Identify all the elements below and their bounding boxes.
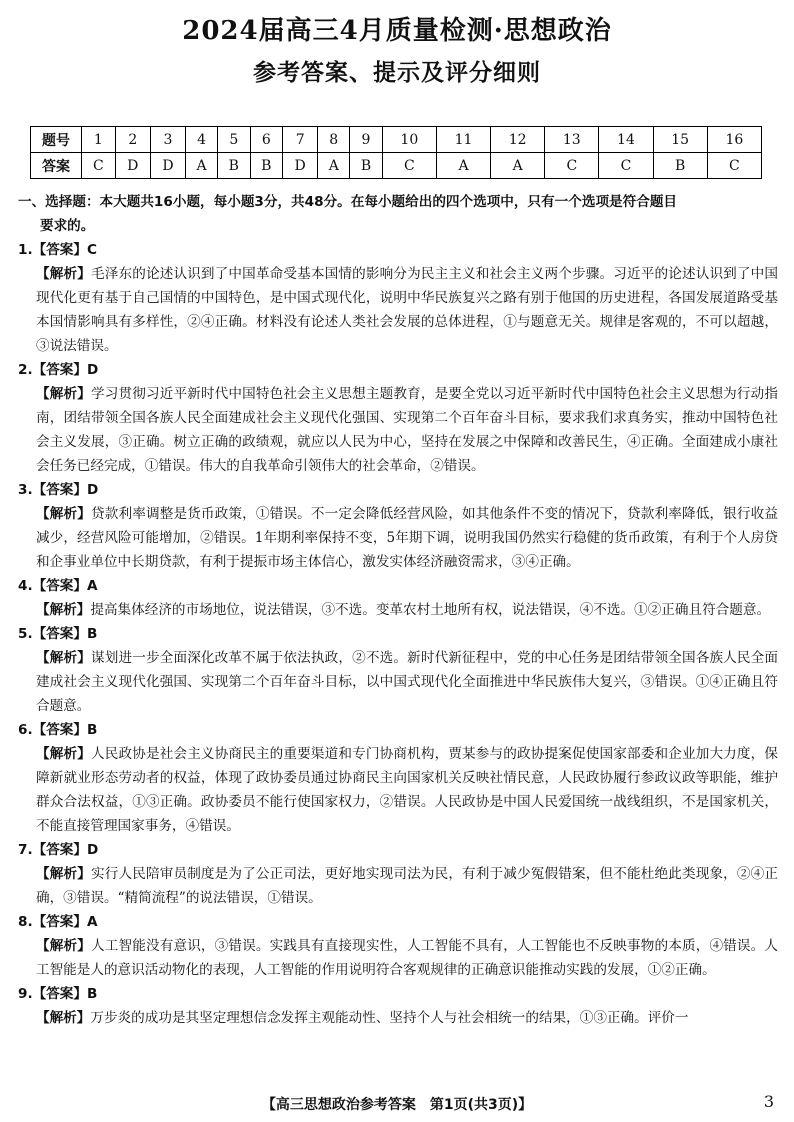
question-number: 5. xyxy=(18,626,33,642)
answer-line xyxy=(18,478,778,502)
question-number: 13 xyxy=(545,127,599,153)
answer-cell: D xyxy=(150,153,185,179)
explain-tag: 【解析】 xyxy=(36,602,91,618)
question-number: 4 xyxy=(186,127,218,153)
answer-cell: C xyxy=(82,153,116,179)
explanation-text: 提高集体经济的市场地位，说法错误，③不选。变革农村土地所有权，说法错误，④不选。①②正确且符合题意。 xyxy=(90,602,771,618)
answer-cell: C xyxy=(707,153,761,179)
answer-value: B xyxy=(87,722,98,738)
answer-value: B xyxy=(87,626,98,642)
page-title: 2024届高三4月质量检测·思想政治 xyxy=(182,16,612,46)
answer-tag: 【答案】 xyxy=(32,242,87,258)
question-block xyxy=(18,982,778,1030)
explain-tag: 【解析】 xyxy=(36,1010,91,1026)
explanation-text: 万步炎的成功是其坚定理想信念发挥主观能动性、坚持个人与社会相统一的结果，①③正确。评价一 xyxy=(90,1010,689,1026)
answer-value: A xyxy=(87,578,98,594)
answer-cell: B xyxy=(653,153,707,179)
question-number: 12 xyxy=(491,127,545,153)
answer-tag: 【答案】 xyxy=(32,986,87,1002)
answer-cell: B xyxy=(250,153,283,179)
answer-cell: C xyxy=(599,153,653,179)
answer-line xyxy=(18,718,778,742)
explain-tag: 【解析】 xyxy=(36,746,91,762)
answer-cell: D xyxy=(115,153,150,179)
answer-line xyxy=(18,238,778,262)
answer-tag: 【答案】 xyxy=(32,482,87,498)
answer-value: A xyxy=(87,914,98,930)
answer-cell: D xyxy=(283,153,318,179)
question-number: 7. xyxy=(18,842,33,858)
question-number: 7 xyxy=(283,127,318,153)
question-number: 5 xyxy=(218,127,251,153)
answer-value: B xyxy=(87,986,98,1002)
explanation xyxy=(18,742,778,838)
answer-value: C xyxy=(87,242,97,258)
explanation xyxy=(18,934,778,982)
explain-tag: 【解析】 xyxy=(36,506,91,522)
page-footer: 【高三思想政治参考答案 第1页(共3页)】 xyxy=(261,1097,533,1113)
question-block xyxy=(18,910,778,982)
question-number: 6 xyxy=(250,127,283,153)
question-block xyxy=(18,622,778,718)
question-block xyxy=(18,718,778,838)
answer-row xyxy=(31,153,762,179)
answer-line xyxy=(18,982,778,1006)
question-number: 2. xyxy=(18,362,33,378)
question-number: 2 xyxy=(115,127,150,153)
explanation xyxy=(18,598,778,622)
section-heading-line2: 要求的。 xyxy=(40,218,95,234)
answer-tag: 【答案】 xyxy=(32,722,87,738)
answer-cell: C xyxy=(545,153,599,179)
answer-explanations xyxy=(18,190,778,1030)
explanation xyxy=(18,1006,778,1030)
question-number: 10 xyxy=(382,127,436,153)
explain-tag: 【解析】 xyxy=(36,266,91,282)
answer-tag: 【答案】 xyxy=(32,914,87,930)
question-block xyxy=(18,478,778,574)
answer-line xyxy=(18,358,778,382)
explanation xyxy=(18,646,778,718)
question-number: 1. xyxy=(18,242,33,258)
question-block xyxy=(18,838,778,910)
explanation-text: 人民政协是社会主义协商民主的重要渠道和专门协商机构，贾某参与的政协提案促使国家部委和企业加大力度，保障新就业形态劳动者的权益，体现了政协委员通过协商民主向国家机关反映社情民意，人民政协履行参政议政等职能，维护群众合法权益，①③正确。政协委员不能行使国家权力，②错误。人民政协是中国人民爱国统一战线组织，不是国家机关，不能直接管理国家事务，④错误。 xyxy=(36,746,779,834)
explanation-text: 实行人民陪审员制度是为了公正司法，更好地实现司法为民，有利于减少冤假错案，但不能杜绝此类现象，②④正确，③错误。“精简流程”的说法错误，①错误。 xyxy=(36,866,779,906)
explanation xyxy=(18,502,778,574)
question-block xyxy=(18,574,778,622)
section-heading xyxy=(18,190,778,238)
question-number: 16 xyxy=(707,127,761,153)
question-number: 6. xyxy=(18,722,33,738)
page-subtitle: 参考答案、提示及评分细则 xyxy=(253,59,541,86)
question-number: 1 xyxy=(82,127,116,153)
explanation xyxy=(18,862,778,910)
page-mark: 3 xyxy=(763,1092,774,1111)
answer-cell: B xyxy=(350,153,383,179)
answer-line xyxy=(18,838,778,862)
explain-tag: 【解析】 xyxy=(36,866,91,882)
answer-value: D xyxy=(87,842,99,858)
answer-cell: A xyxy=(186,153,218,179)
explanation-text: 贷款利率调整是货币政策，①错误。不一定会降低经营风险，如其他条件不变的情况下，贷款利率降低，银行收益减少，经营风险可能增加，②错误。1年期利率保持不变，5年期下调，说明我国仍然实行稳健的货币政策，有利于个人房贷和企事业单位中长期贷款，有利于提振市场主体信心，激发实体经济融资需求，③④正确。 xyxy=(36,506,779,570)
explain-tag: 【解析】 xyxy=(36,650,91,666)
explain-tag: 【解析】 xyxy=(36,386,91,402)
answer-tag: 【答案】 xyxy=(32,578,87,594)
section-heading-line1: 一、选择题：本大题共16小题，每小题3分，共48分。在每小题给出的四个选项中，只有一个选项是符合题目 xyxy=(18,194,678,210)
question-number: 9. xyxy=(18,986,33,1002)
question-number: 9 xyxy=(350,127,383,153)
question-number: 3 xyxy=(150,127,185,153)
question-block xyxy=(18,238,778,358)
explanation xyxy=(18,262,778,358)
row-label-number: 题号 xyxy=(31,127,82,153)
question-number: 4. xyxy=(18,578,33,594)
explanation-text: 谋划进一步全面深化改革不属于依法执政，②不选。新时代新征程中，党的中心任务是团结带领全国各族人民全面建成社会主义现代化强国、实现第二个百年奋斗目标，以中国式现代化全面推进中华民族伟大复兴，③错误。①④正确且符合题意。 xyxy=(36,650,779,714)
question-number: 14 xyxy=(599,127,653,153)
answer-value: D xyxy=(87,482,99,498)
explain-tag: 【解析】 xyxy=(36,938,91,954)
explanation-text: 人工智能没有意识，③错误。实践具有直接现实性，人工智能不具有，人工智能也不反映事物的本质，④错误。人工智能是人的意识活动物化的表现，人工智能的作用说明符合客观规律的正确意识能推动实践的发展，①②正确。 xyxy=(36,938,779,978)
question-number-row xyxy=(31,127,762,153)
question-number: 3. xyxy=(18,482,33,498)
answer-cell: A xyxy=(491,153,545,179)
explanation-text: 毛泽东的论述认识到了中国革命受基本国情的影响分为民主主义和社会主义两个步骤。习近平的论述认识到了中国现代化更有基于自己国情的中国特色，是中国式现代化，说明中华民族复兴之路有别于他国的历史进程，各国发展道路受基本国情影响具有多样性，②④正确。材料没有论述人类社会发展的总体进程，①与题意无关。规律是客观的，不可以超越，③说法错误。 xyxy=(36,266,779,354)
answer-value: D xyxy=(87,362,99,378)
explanation xyxy=(18,382,778,478)
answer-tag: 【答案】 xyxy=(32,626,87,642)
question-number: 8. xyxy=(18,914,33,930)
explanation-text: 学习贯彻习近平新时代中国特色社会主义思想主题教育，是要全党以习近平新时代中国特色社会主义思想为行动指南，团结带领全国各族人民全面建成社会主义现代化强国、实现第二个百年奋斗目标，要求我们求真务实，推动中国特色社会主义发展，③正确。树立正确的政绩观，就应以人民为中心，坚持在发展之中保障和改善民生，④正确。全面建成小康社会任务已经完成，①错误。伟大的自我革命引领伟大的社会革命，②错误。 xyxy=(36,386,779,474)
answer-line xyxy=(18,910,778,934)
answer-cell: A xyxy=(318,153,350,179)
question-number: 11 xyxy=(436,127,490,153)
answer-cell: C xyxy=(382,153,436,179)
question-number: 15 xyxy=(653,127,707,153)
answer-tag: 【答案】 xyxy=(32,842,87,858)
question-number: 8 xyxy=(318,127,350,153)
answer-cell: A xyxy=(436,153,490,179)
answer-line xyxy=(18,574,778,598)
answer-table xyxy=(30,126,762,179)
question-block xyxy=(18,358,778,478)
answer-cell: B xyxy=(218,153,251,179)
answer-tag: 【答案】 xyxy=(32,362,87,378)
row-label-answer: 答案 xyxy=(31,153,82,179)
answer-line xyxy=(18,622,778,646)
